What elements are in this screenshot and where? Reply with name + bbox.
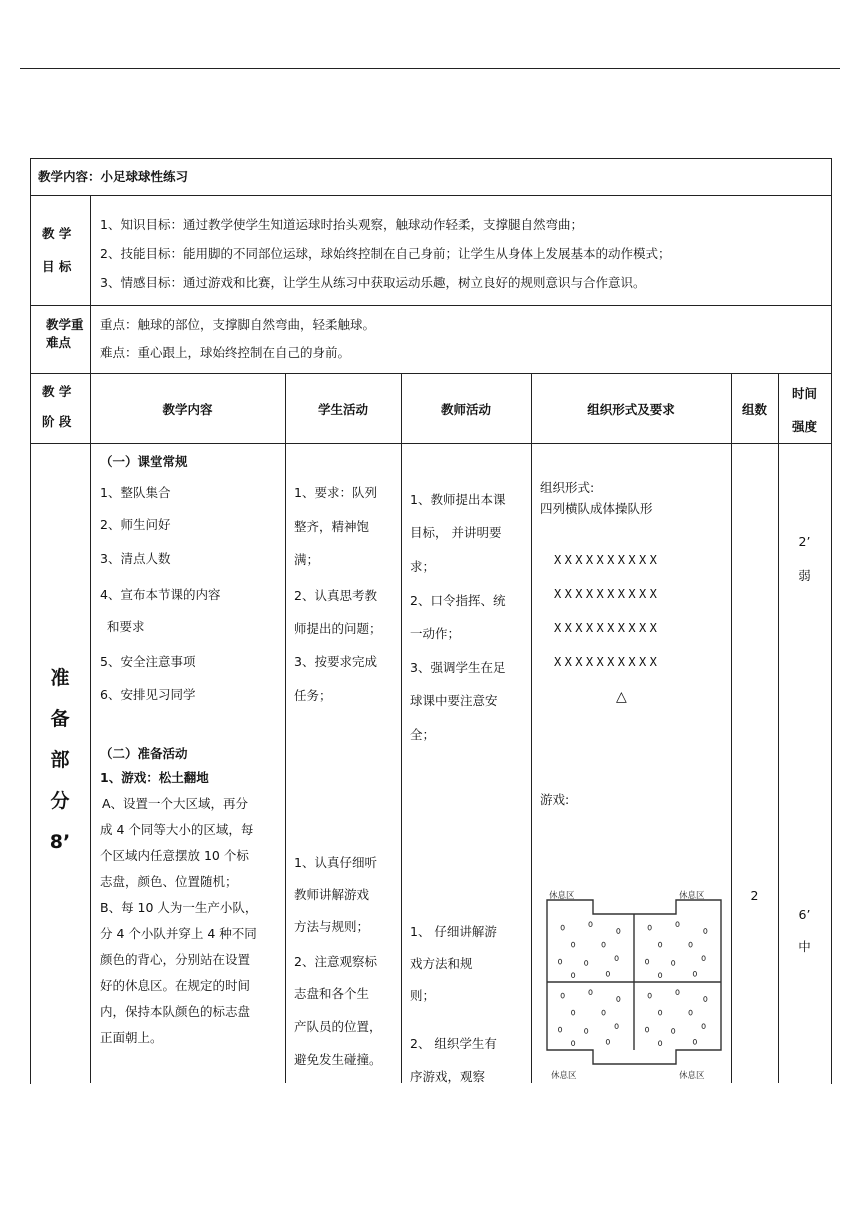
goal-item: 1、知识目标：通过教学使学生知道运球时抬头观察，触球动作轻柔，支撑腿自然弯曲； xyxy=(100,217,583,232)
game-line: 成 4 个同等大小的区域，每 xyxy=(100,822,254,837)
student-line: 3、按要求完成 xyxy=(294,654,377,669)
cone-marker xyxy=(676,990,679,995)
list-item: 4、宣布本节课的内容 xyxy=(100,587,221,602)
teacher-line: 1、教师提出本课 xyxy=(410,492,506,507)
cone-marker xyxy=(561,925,564,930)
rest-area-label: 休息区 xyxy=(679,891,705,901)
student-line: 2、认真思考教 xyxy=(294,588,377,603)
cone-marker xyxy=(602,1010,605,1015)
cone-marker xyxy=(561,993,564,998)
group-count: 2 xyxy=(750,888,759,903)
student-line: 任务； xyxy=(294,688,332,703)
cone-marker xyxy=(659,973,662,978)
teacher-line: 全； xyxy=(410,727,436,742)
cone-marker xyxy=(585,1029,588,1034)
list-item: 2、师生问好 xyxy=(100,517,171,532)
student-line: 产队员的位置， xyxy=(294,1019,382,1034)
teacher-line: 球课中要注意安 xyxy=(410,693,498,708)
org-label: 组织形式: xyxy=(540,480,595,495)
game-field-diagram xyxy=(541,886,726,1082)
student-line: 2、注意观察标 xyxy=(294,954,377,969)
teacher-line: 则； xyxy=(410,988,436,1003)
cone-marker xyxy=(572,1010,575,1015)
student-line: 方法与规则； xyxy=(294,919,370,934)
stage-duration: 8’ xyxy=(49,831,71,853)
cone-marker xyxy=(572,1041,575,1046)
student-line: 1、要求：队列 xyxy=(294,485,377,500)
focus-label-2: 难点 xyxy=(46,335,72,350)
game-title: 1、游戏：松土翻地 xyxy=(100,770,209,785)
header-time-1: 时间 xyxy=(791,386,817,401)
cone-marker xyxy=(672,961,675,966)
header-content: 教学内容 xyxy=(162,402,213,417)
header-student: 学生活动 xyxy=(317,402,368,417)
student-line: 师提出的问题； xyxy=(294,621,382,636)
header-rule xyxy=(20,68,840,69)
stage-char: 部 xyxy=(50,749,70,771)
cone-marker xyxy=(648,993,651,998)
stage-char: 分 xyxy=(50,790,70,812)
cone-marker xyxy=(693,1039,696,1044)
cone-marker xyxy=(606,1039,609,1044)
teacher-line: 2、 组织学生有 xyxy=(410,1036,497,1051)
header-groups: 组数 xyxy=(741,402,767,417)
teacher-line: 目标， 并讲明要 xyxy=(410,525,502,540)
goals-label-2: 目 标 xyxy=(42,259,72,274)
student-line: 教师讲解游戏 xyxy=(294,887,370,902)
content-row xyxy=(38,169,188,185)
header-stage-1: 教 学 xyxy=(42,384,72,399)
formation-row: XXXXXXXXXX xyxy=(554,553,661,567)
game-line: A、设置一个大区域，再分 xyxy=(102,796,249,811)
teacher-line: 2、口令指挥、统 xyxy=(410,593,506,608)
goal-item: 3、情感目标：通过游戏和比赛，让学生从练习中获取运动乐趣，树立良好的规则意识与合作意识。 xyxy=(100,275,646,290)
focus-key: 重点：触球的部位，支撑脚自然弯曲，轻柔触球。 xyxy=(100,317,376,332)
rest-area-label: 休息区 xyxy=(551,1071,577,1081)
cone-marker xyxy=(704,929,707,934)
teacher-line: 1、 仔细讲解游 xyxy=(410,924,497,939)
goals-label-1: 教 学 xyxy=(42,226,72,241)
cone-marker xyxy=(659,942,662,947)
game-line: 分 4 个小队并穿上 4 种不同 xyxy=(100,926,257,941)
cone-marker xyxy=(702,956,705,961)
cone-marker xyxy=(645,1027,648,1032)
section-title: （一）课堂常规 xyxy=(100,454,188,469)
cone-marker xyxy=(676,922,679,927)
cone-marker xyxy=(589,922,592,927)
goal-item: 2、技能目标：能用脚的不同部位运球，球始终控制在自己身前；让学生从身体上发展基本的动作模式； xyxy=(100,246,671,261)
list-item: 3、清点人数 xyxy=(100,551,171,566)
student-line: 志盘和各个生 xyxy=(294,986,370,1001)
intensity-value: 中 xyxy=(798,939,811,954)
header-time-2: 强度 xyxy=(791,419,817,434)
cone-marker xyxy=(558,1027,561,1032)
org-desc: 四列横队成体操队形 xyxy=(540,501,653,516)
cone-marker xyxy=(648,925,651,930)
cone-marker xyxy=(558,959,561,964)
cone-marker xyxy=(606,971,609,976)
cone-marker xyxy=(572,973,575,978)
game-label: 游戏: xyxy=(540,792,570,807)
teacher-line: 3、强调学生在足 xyxy=(410,660,506,675)
content-label: 教学内容： xyxy=(38,169,101,184)
cone-marker xyxy=(589,990,592,995)
teacher-line: 序游戏，观察 xyxy=(410,1069,486,1084)
formation-row: XXXXXXXXXX xyxy=(554,655,661,669)
content-value: 小足球球性练习 xyxy=(100,169,189,184)
game-line: 颜色的背心，分别站在设置 xyxy=(100,952,251,967)
teacher-position-marker: △ xyxy=(616,689,627,705)
rest-area-label: 休息区 xyxy=(549,891,575,901)
list-item: 6、安排见习同学 xyxy=(100,687,196,702)
formation-row: XXXXXXXXXX xyxy=(554,621,661,635)
section-title: （二）准备活动 xyxy=(100,746,188,761)
cone-marker xyxy=(659,1041,662,1046)
cone-marker xyxy=(617,929,620,934)
cone-marker xyxy=(615,1024,618,1029)
student-line: 整齐，精神饱 xyxy=(294,519,370,534)
game-line: 好的休息区。在规定的时间 xyxy=(100,978,251,993)
focus-difficulty: 难点：重心跟上，球始终控制在自己的身前。 xyxy=(100,345,351,360)
student-line: 1、认真仔细听 xyxy=(294,855,377,870)
formation-row: XXXXXXXXXX xyxy=(554,587,661,601)
student-line: 避免发生碰撞。 xyxy=(294,1052,382,1067)
game-line: 志盘，颜色、位置随机； xyxy=(100,874,238,889)
cone-marker xyxy=(689,942,692,947)
game-line: 内，保持本队颜色的标志盘 xyxy=(100,1004,251,1019)
cone-marker xyxy=(645,959,648,964)
cone-marker xyxy=(672,1029,675,1034)
game-line: 个区域内任意摆放 10 个标 xyxy=(100,848,249,863)
cone-marker xyxy=(693,971,696,976)
stage-char: 准 xyxy=(50,667,70,689)
cone-marker xyxy=(704,997,707,1002)
cone-marker xyxy=(702,1024,705,1029)
cone-marker xyxy=(602,942,605,947)
header-teacher: 教师活动 xyxy=(440,402,491,417)
time-value: 2’ xyxy=(798,534,811,549)
game-line: B、每 10 人为一生产小队， xyxy=(100,900,258,915)
teacher-line: 戏方法和规 xyxy=(410,956,473,971)
focus-label-1: 教学重 xyxy=(46,317,84,332)
stage-char: 备 xyxy=(50,708,70,730)
game-line: 正面朝上。 xyxy=(100,1030,163,1045)
list-item: 5、安全注意事项 xyxy=(100,654,196,669)
header-organization: 组织形式及要求 xyxy=(587,402,675,417)
cone-marker xyxy=(659,1010,662,1015)
lesson-plan-table xyxy=(30,158,831,1083)
teacher-line: 求； xyxy=(410,559,436,574)
cone-marker xyxy=(572,942,575,947)
teacher-line: 一动作； xyxy=(410,626,461,641)
header-stage-2: 阶 段 xyxy=(42,414,72,429)
time-value: 6’ xyxy=(798,907,811,922)
intensity-value: 弱 xyxy=(798,568,811,583)
rest-area-label: 休息区 xyxy=(679,1071,705,1081)
list-item: 和要求 xyxy=(107,619,145,634)
cone-marker xyxy=(585,961,588,966)
list-item: 1、整队集合 xyxy=(100,485,171,500)
student-line: 满； xyxy=(294,552,320,567)
cone-marker xyxy=(617,997,620,1002)
cone-marker xyxy=(689,1010,692,1015)
cone-marker xyxy=(615,956,618,961)
